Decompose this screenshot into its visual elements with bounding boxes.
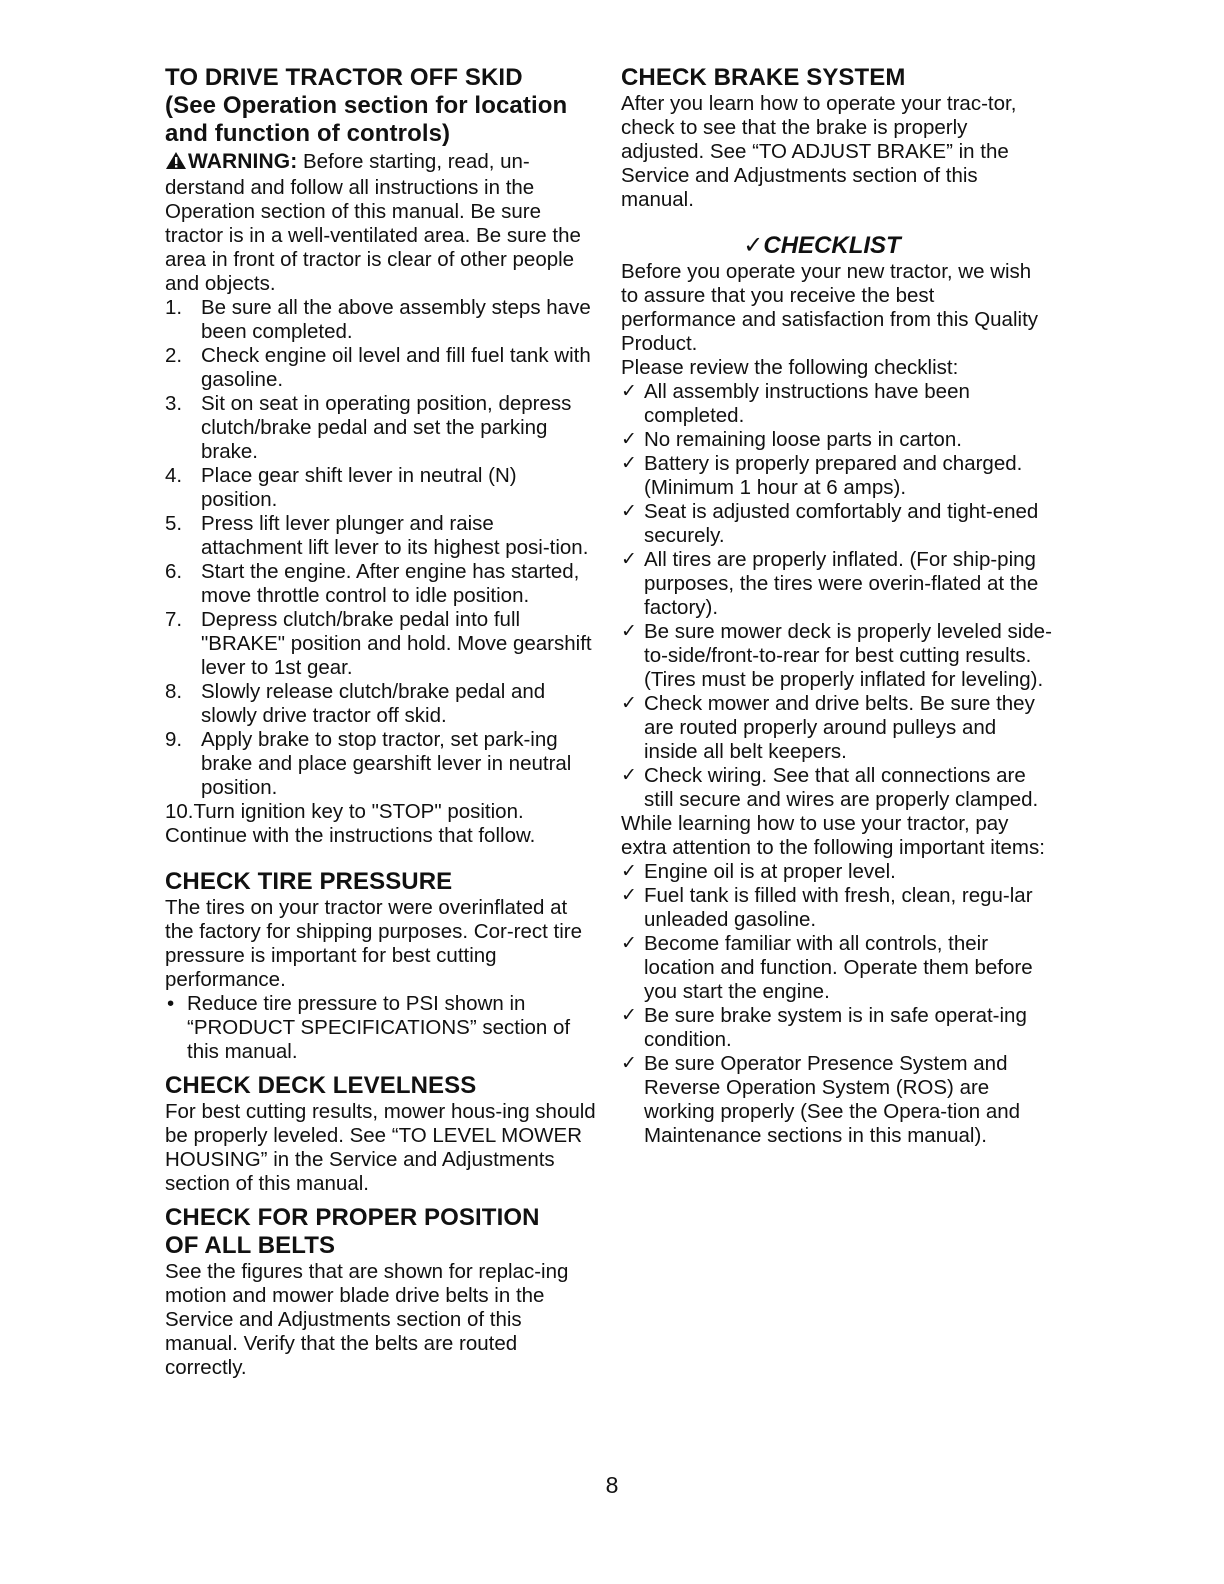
check-icon: ✓	[621, 693, 637, 714]
list-item: ✓ All tires are properly inflated. (For ship-ping purposes, the tires were overin-flated at the factory).	[621, 548, 1039, 619]
list-item: 7. Depress clutch/brake pedal into full "BRAKE" position and hold. Move gearshift lever to 1st gear.	[165, 608, 592, 679]
check-icon: ✓	[621, 501, 637, 522]
drive-off-skid-heading	[165, 64, 597, 148]
check-icon: ✓	[621, 861, 637, 882]
drive-heading-line-2: (See Operation section for location	[165, 92, 568, 119]
left-column	[165, 64, 597, 1380]
tire-pressure-heading: CHECK TIRE PRESSURE	[165, 868, 453, 895]
list-item: ✓ Be sure Operator Presence System and Reverse Operation System (ROS) are working properly (See the Opera-tion and Maintenance sections in this manual).	[621, 1052, 1021, 1147]
list-item: 2. Check engine oil level and fill fuel tank with gasoline.	[165, 344, 591, 391]
check-icon: ✓	[621, 621, 637, 642]
list-item: 4. Place gear shift lever in neutral (N) position.	[165, 464, 517, 511]
check-icon: ✓	[621, 549, 637, 570]
check-icon: ✓	[621, 1053, 637, 1074]
drive-heading-line-3: and function of controls)	[165, 120, 451, 147]
deck-levelness-heading: CHECK DECK LEVELNESS	[165, 1072, 477, 1099]
right-column	[621, 64, 1053, 1148]
list-item: • Reduce tire pressure to PSI shown in “PRODUCT SPECIFICATIONS” section of this manual.	[167, 992, 571, 1063]
list-item: ✓ Engine oil is at proper level.	[621, 860, 896, 883]
list-item: ✓ Be sure brake system is in safe operat-ing condition.	[621, 1004, 1027, 1051]
check-icon: ✓	[621, 453, 637, 474]
check-icon: ✓	[621, 429, 637, 450]
warning-triangle-icon	[165, 151, 187, 176]
brake-system-heading: CHECK BRAKE SYSTEM	[621, 64, 906, 91]
checklist-intro: Before you operate your new tractor, we wish to assure that you receive the best performance and satisfaction from this Quality Product.	[621, 260, 1039, 355]
tire-pressure-text: The tires on your tractor were overinflated at the factory for shipping purposes. Cor-rect tire pressure is important for best cutting performance.	[165, 896, 583, 991]
belts-heading: CHECK FOR PROPER POSITION OF ALL BELTS	[165, 1204, 540, 1259]
list-item: 6. Start the engine. After engine has started, move throttle control to idle position.	[165, 560, 580, 607]
list-item: ✓ Seat is adjusted comfortably and tight-ened securely.	[621, 500, 1039, 547]
drive-steps-list	[165, 296, 597, 800]
checklist-list	[621, 380, 1053, 812]
continue-text: Continue with the instructions that follow.	[165, 824, 536, 847]
review-text: Please review the following checklist:	[621, 356, 959, 379]
important-items-list	[621, 860, 1053, 1148]
list-item: 3. Sit on seat in operating position, depress clutch/brake pedal and set the parking brake.	[165, 392, 572, 463]
list-item: ✓ Be sure mower deck is properly leveled side-to-side/front-to-rear for best cutting results. (Tires must be properly inflated for leveling).	[621, 620, 1052, 691]
check-icon: ✓	[621, 765, 637, 786]
belts-text: See the figures that are shown for replac-ing motion and mower blade drive belts in the Service and Adjustments section of this manual. Verify that the belts are routed correctly.	[165, 1260, 569, 1379]
list-item: ✓ Become familiar with all controls, their location and function. Operate them before you start the engine.	[621, 932, 1033, 1003]
warning-paragraph	[165, 148, 597, 296]
list-item: ✓ All assembly instructions have been completed.	[621, 380, 970, 427]
warning-text: Before starting, read, un-derstand and follow all instructions in the Operation section of this manual. Be sure tractor is in a well-ventilated area. Be sure the area in front of tractor is clear of other people and objects.	[165, 150, 581, 295]
check-icon: ✓	[621, 1005, 637, 1026]
deck-levelness-text: For best cutting results, mower hous-ing should be properly leveled. See “TO LEVEL MOWER HOUSING” in the Service and Adjustments section of this manual.	[165, 1100, 596, 1195]
learning-text: While learning how to use your tractor, pay extra attention to the following important items:	[621, 812, 1045, 859]
list-item: ✓ No remaining loose parts in carton.	[621, 428, 962, 451]
list-item: ✓ Fuel tank is filled with fresh, clean, regu-lar unleaded gasoline.	[621, 884, 1033, 931]
list-item: 1. Be sure all the above assembly steps have been completed.	[165, 296, 591, 343]
list-item: 9. Apply brake to stop tractor, set park-ing brake and place gearshift lever in neutral position.	[165, 728, 572, 799]
list-item: 5. Press lift lever plunger and raise attachment lift lever to its highest posi-tion.	[165, 512, 589, 559]
tire-bullet-list	[165, 992, 597, 1064]
warning-label: WARNING:	[188, 150, 298, 173]
step-10: 10.Turn ignition key to "STOP" position.	[165, 800, 524, 823]
check-icon: ✓	[621, 885, 637, 906]
check-icon: ✓	[621, 381, 637, 402]
drive-heading-line-1: TO DRIVE TRACTOR OFF SKID	[165, 64, 523, 91]
brake-system-text: After you learn how to operate your trac-tor, check to see that the brake is properly adjusted. See “TO ADJUST BRAKE” in the Service and Adjustments section of this manual.	[621, 92, 1017, 211]
list-item: ✓ Check wiring. See that all connections are still secure and wires are properly clamped.	[621, 764, 1039, 811]
check-icon: ✓	[621, 933, 637, 954]
list-item: ✓ Check mower and drive belts. Be sure they are routed properly around pulleys and inside all belt keepers.	[621, 692, 1035, 763]
list-item: ✓ Battery is properly prepared and charged. (Minimum 1 hour at 6 amps).	[621, 452, 1023, 499]
checklist-title: ✓CHECKLIST	[743, 232, 901, 259]
page-number: 8	[605, 1472, 619, 1498]
list-item: 8. Slowly release clutch/brake pedal and slowly drive tractor off skid.	[165, 680, 546, 727]
